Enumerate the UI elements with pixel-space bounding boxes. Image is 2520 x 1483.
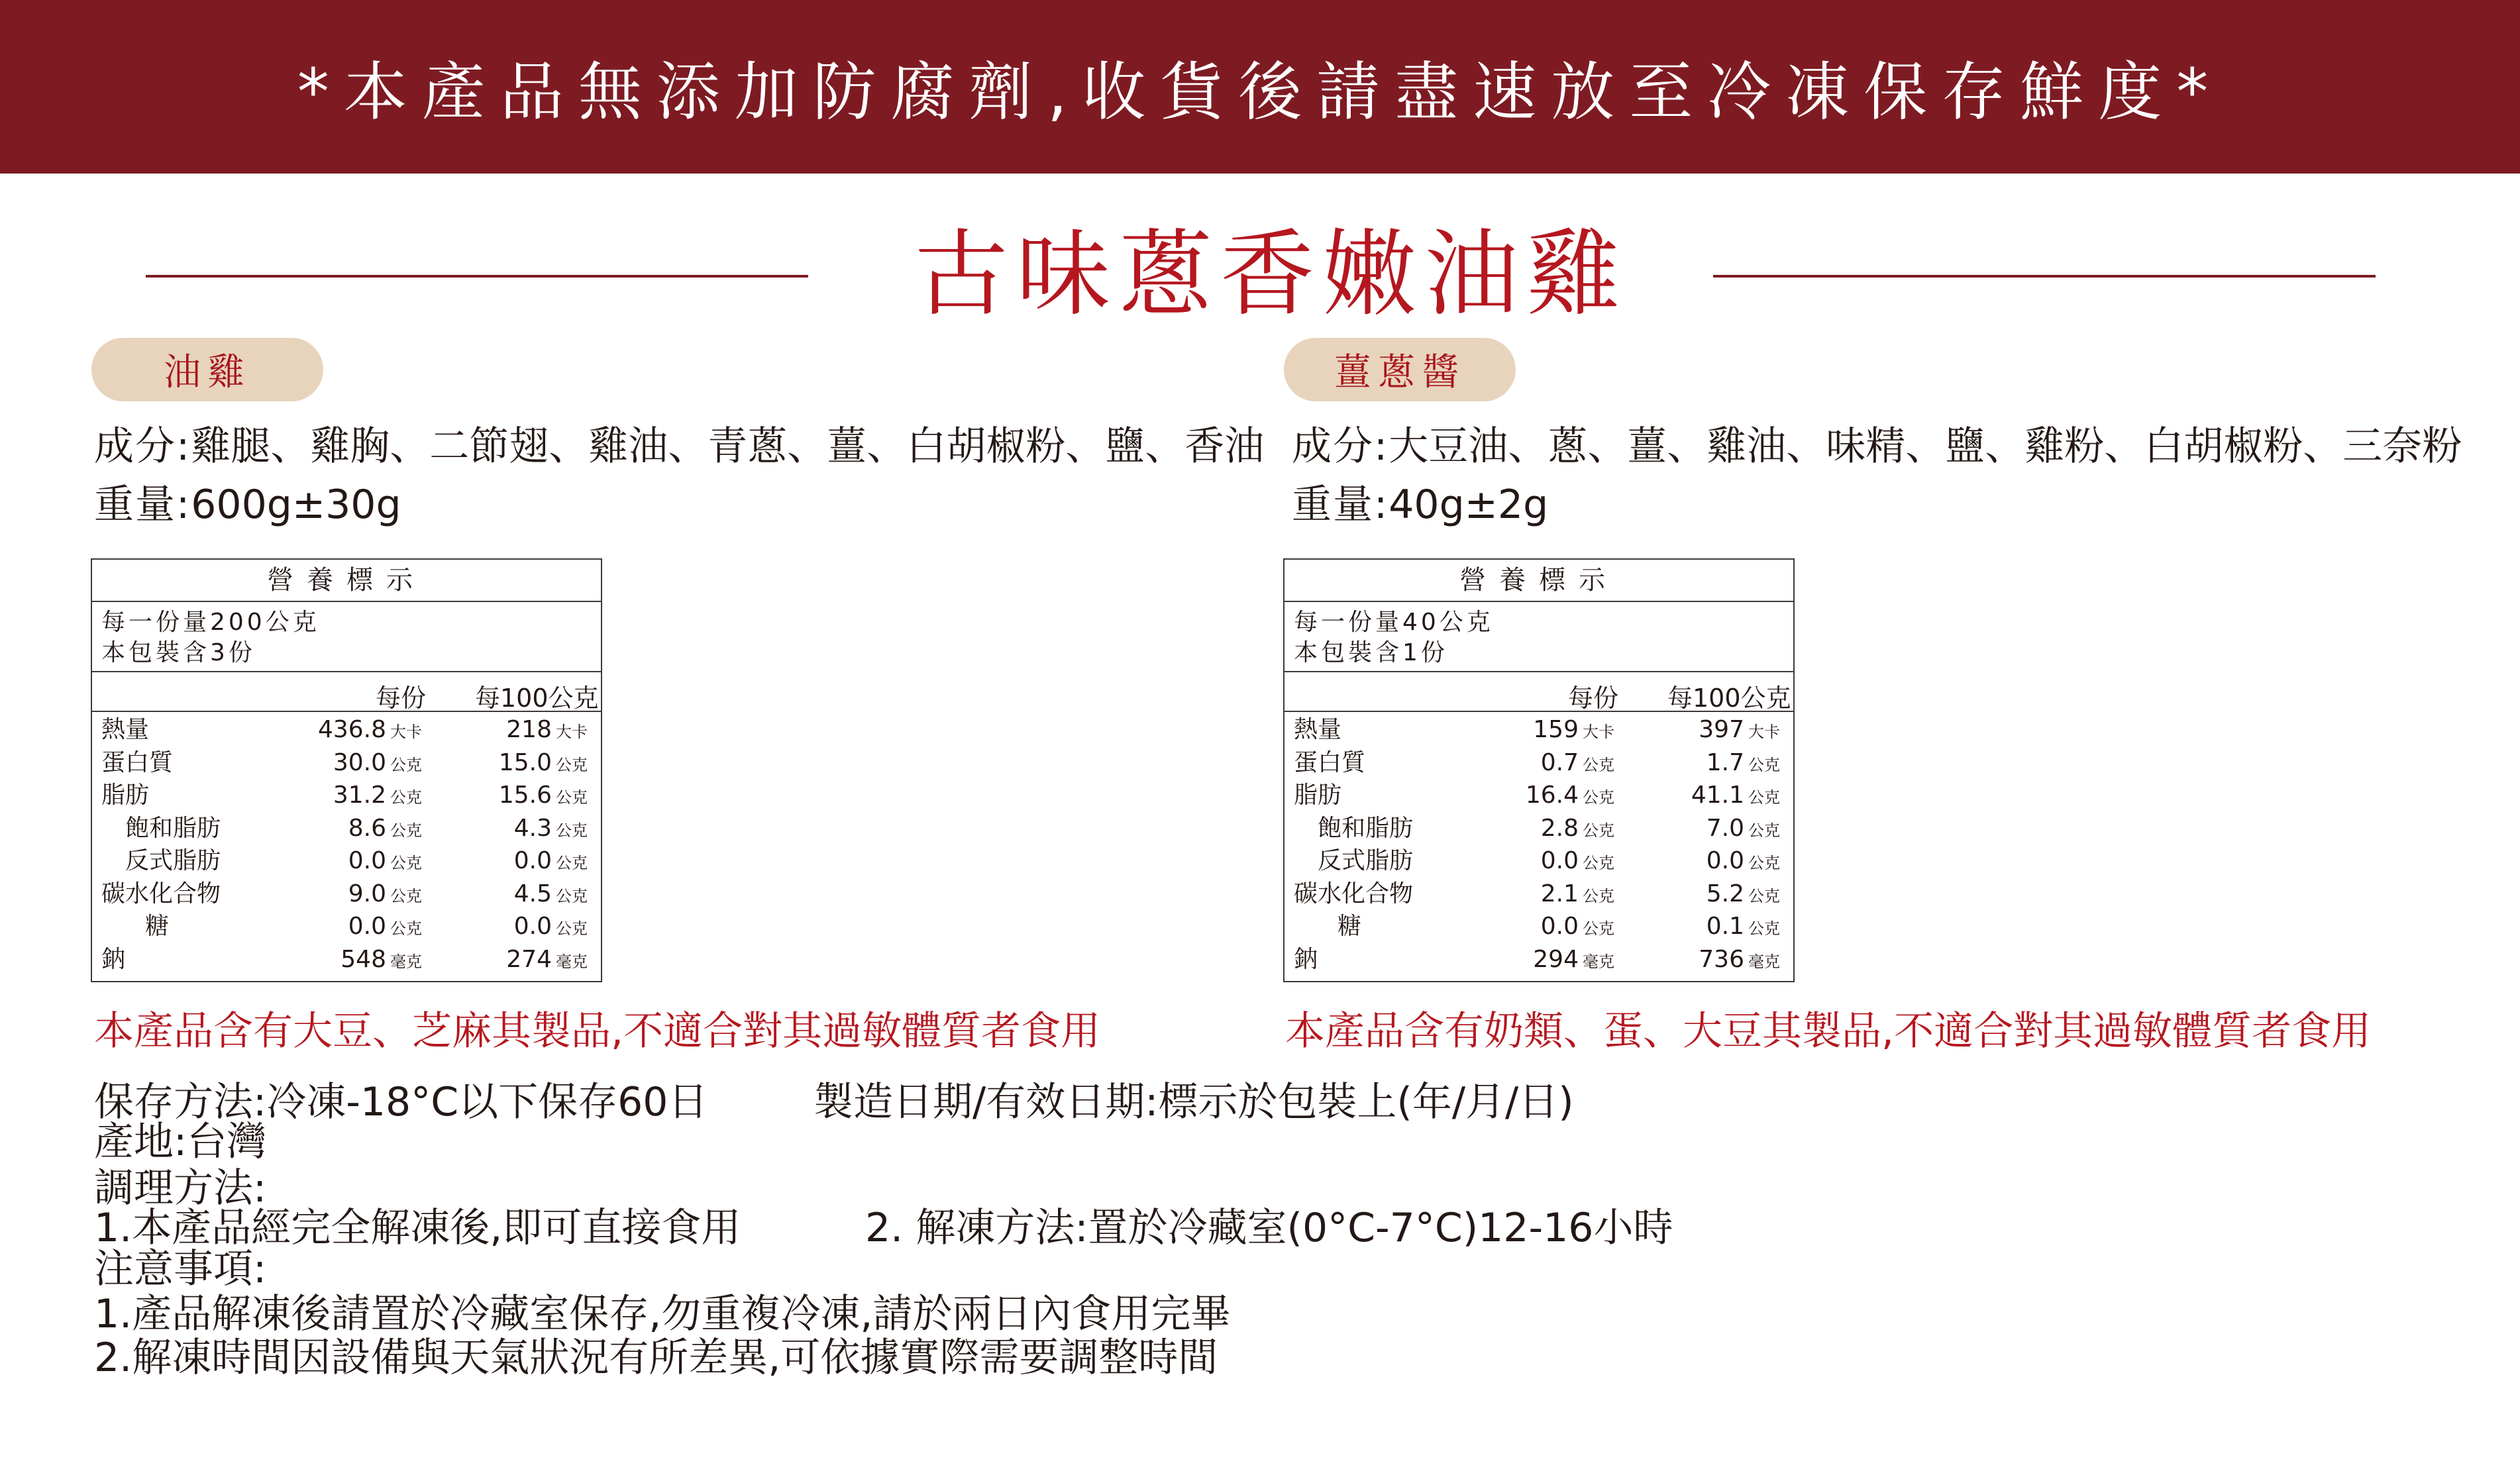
left-allergen-warning: 本產品含有大豆、芝麻其製品,不適合對其過敏體質者食用: [94, 1008, 1101, 1054]
nutrient-name: 熱量: [101, 716, 150, 743]
nutrition-row: [1285, 910, 1793, 943]
value-unit: 毫克: [1748, 952, 1780, 971]
value-number: 0.0: [1540, 913, 1579, 940]
nutrition-heading: 營養標示: [92, 560, 601, 602]
nutrient-value-per-serving: [1541, 812, 1614, 848]
value-unit: 公克: [390, 886, 422, 905]
nutrient-value-per-100g: [1699, 943, 1780, 979]
right-allergen-warning: 本產品含有奶類、蛋、大豆其製品,不適合對其過敏體質者食用: [1285, 1008, 2372, 1054]
value-unit: 毫克: [390, 952, 422, 971]
value-unit: 公克: [556, 919, 588, 938]
value-unit: 大卡: [556, 723, 588, 741]
left-nutrition-table: [91, 558, 602, 982]
value-number: 8.6: [348, 814, 386, 842]
nutrition-row: [1285, 779, 1793, 812]
nutrition-row: [92, 812, 601, 845]
cooking-step-1: 1.本產品經完全解凍後,即可直接食用: [94, 1205, 741, 1251]
value-number: 0.0: [513, 913, 552, 940]
value-number: 294: [1533, 945, 1579, 973]
nutrition-row: [92, 746, 601, 780]
serving-info: 每一份量40公克 本包裝含1份: [1285, 602, 1793, 672]
nutrition-row: [92, 713, 601, 746]
value-number: 397: [1699, 716, 1744, 743]
value-unit: 公克: [1748, 821, 1780, 840]
left-weight: 重量:600g±30g: [94, 482, 401, 528]
value-number: 4.5: [513, 880, 552, 907]
nutrition-rows: [1285, 712, 1793, 976]
value-unit: 公克: [1748, 854, 1780, 872]
nutrient-value-per-serving: [1526, 779, 1614, 815]
value-number: 2.8: [1540, 814, 1579, 842]
value-number: 0.1: [1706, 913, 1744, 940]
value-unit: 毫克: [556, 952, 588, 971]
value-unit: 公克: [1748, 919, 1780, 938]
value-unit: 公克: [1583, 788, 1614, 807]
value-unit: 公克: [390, 788, 422, 807]
nutrient-name: 碳水化合物: [1294, 880, 1414, 907]
nutrient-value-per-100g: [1691, 779, 1780, 815]
value-unit: 公克: [390, 821, 422, 840]
value-unit: 公克: [1583, 919, 1614, 938]
value-unit: 公克: [556, 755, 588, 774]
cooking-title: 調理方法:: [94, 1165, 267, 1211]
value-number: 736: [1699, 945, 1744, 973]
nutrient-value-per-serving: [348, 812, 422, 848]
nutrient-value-per-serving: [348, 878, 422, 913]
value-number: 0.0: [1540, 847, 1579, 874]
nutrient-value-per-100g: [1706, 746, 1780, 782]
nutrient-value-per-serving: [1541, 746, 1614, 782]
value-unit: 公克: [556, 788, 588, 807]
nutrient-value-per-100g: [499, 746, 588, 782]
value-number: 15.6: [498, 782, 552, 809]
value-number: 218: [506, 716, 552, 743]
value-unit: 公克: [1583, 854, 1614, 872]
value-unit: 公克: [1583, 755, 1614, 774]
nutrition-row: [1285, 943, 1793, 976]
nutrient-value-per-100g: [1706, 844, 1780, 880]
title-rule-left: [146, 275, 808, 278]
nutrient-name: 熱量: [1294, 716, 1342, 743]
value-number: 9.0: [348, 880, 386, 907]
nutrient-value-per-100g: [1706, 812, 1780, 848]
pill-sauce: 薑蔥醬: [1284, 338, 1516, 401]
nutrient-value-per-100g: [1699, 713, 1780, 749]
value-number: 2.1: [1540, 880, 1579, 907]
nutrition-row: [92, 779, 601, 812]
right-nutrition-table: [1283, 558, 1795, 982]
value-unit: 公克: [556, 886, 588, 905]
value-number: 5.2: [1706, 880, 1744, 907]
value-unit: 公克: [1748, 886, 1780, 905]
nutrient-name: 脂肪: [1294, 782, 1342, 809]
nutrient-value-per-serving: [348, 844, 422, 880]
cooking-step-2: 2. 解凍方法:置於冷藏室(0°C-7°C)12-16小時: [865, 1205, 1673, 1251]
nutrient-value-per-serving: [1541, 910, 1614, 946]
nutrition-rows: [92, 712, 601, 976]
top-banner: [0, 0, 2520, 174]
nutrient-value-per-100g: [506, 713, 588, 749]
value-unit: 公克: [390, 854, 422, 872]
value-number: 16.4: [1525, 782, 1579, 809]
nutrient-value-per-serving: [1541, 878, 1614, 913]
nutrient-name: 飽和脂肪: [1318, 814, 1414, 842]
value-number: 436.8: [317, 716, 386, 743]
nutrient-value-per-100g: [1706, 878, 1780, 913]
nutrient-name: 碳水化合物: [101, 880, 221, 907]
value-unit: 公克: [1583, 821, 1614, 840]
value-unit: 公克: [1748, 755, 1780, 774]
column-headers: 每份 每100公克: [1285, 672, 1793, 712]
nutrient-value-per-100g: [514, 910, 588, 946]
nutrient-name: 鈉: [1294, 945, 1318, 973]
value-unit: 公克: [1583, 886, 1614, 905]
nutrition-row: [92, 844, 601, 878]
note-1: 1.產品解凍後請置於冷藏室保存,勿重複冷凍,請於兩日內食用完畢: [94, 1291, 1231, 1337]
nutrient-value-per-serving: [333, 746, 422, 782]
value-number: 0.0: [348, 913, 386, 940]
value-number: 41.1: [1691, 782, 1744, 809]
date-info: 製造日期/有效日期:標示於包裝上(年/月/日): [814, 1079, 1574, 1125]
nutrient-name: 飽和脂肪: [125, 814, 221, 842]
right-ingredients: 成分:大豆油、蔥、薑、雞油、味精、鹽、雞粉、白胡椒粉、三奈粉: [1292, 423, 2462, 470]
storage-method: 保存方法:冷凍-18°C以下保存60日: [94, 1079, 708, 1125]
nutrient-name: 糖: [145, 913, 170, 940]
nutrient-name: 蛋白質: [101, 748, 174, 776]
value-unit: 公克: [390, 755, 422, 774]
value-unit: 公克: [390, 919, 422, 938]
value-number: 15.0: [498, 748, 552, 776]
nutrient-value-per-serving: [333, 779, 422, 815]
nutrition-row: [92, 910, 601, 943]
value-number: 274: [506, 945, 552, 973]
nutrient-name: 反式脂肪: [125, 847, 221, 874]
value-number: 4.3: [513, 814, 552, 842]
title-rule-right: [1713, 275, 2376, 278]
value-number: 0.0: [348, 847, 386, 874]
nutrition-row: [1285, 746, 1793, 780]
nutrient-name: 糖: [1338, 913, 1362, 940]
value-number: 159: [1533, 716, 1579, 743]
nutrient-value-per-serving: [318, 713, 422, 749]
nutrient-value-per-100g: [506, 943, 588, 979]
notes-title: 注意事項:: [94, 1246, 267, 1292]
value-unit: 公克: [556, 854, 588, 872]
value-unit: 大卡: [1748, 723, 1780, 741]
value-number: 0.0: [513, 847, 552, 874]
value-number: 30.0: [333, 748, 386, 776]
banner-text: *本產品無添加防腐劑,收貨後請盡速放至冷凍保存鮮度*: [297, 54, 2223, 129]
nutrient-value-per-serving: [1541, 844, 1614, 880]
note-2: 2.解凍時間因設備與天氣狀況有所差異,可依據實際需要調整時間: [94, 1335, 1218, 1381]
value-unit: 公克: [1748, 788, 1780, 807]
nutrient-value-per-100g: [514, 878, 588, 913]
value-number: 548: [341, 945, 386, 973]
nutrient-value-per-serving: [348, 910, 422, 946]
nutrition-row: [92, 878, 601, 911]
value-unit: 大卡: [390, 723, 422, 741]
nutrient-value-per-100g: [1706, 910, 1780, 946]
value-number: 0.0: [1706, 847, 1744, 874]
nutrient-value-per-serving: [1533, 943, 1614, 979]
left-ingredients: 成分:雞腿、雞胸、二節翅、雞油、青蔥、薑、白胡椒粉、鹽、香油: [94, 423, 1265, 470]
column-headers: 每份 每100公克: [92, 672, 601, 712]
nutrient-name: 鈉: [101, 945, 126, 973]
nutrition-row: [1285, 844, 1793, 878]
value-number: 0.7: [1540, 748, 1579, 776]
right-weight: 重量:40g±2g: [1292, 482, 1549, 528]
value-number: 31.2: [333, 782, 386, 809]
nutrient-name: 脂肪: [101, 782, 150, 809]
nutrient-value-per-100g: [514, 844, 588, 880]
nutrient-value-per-serving: [341, 943, 422, 979]
nutrient-value-per-100g: [499, 779, 588, 815]
nutrient-name: 反式脂肪: [1318, 847, 1414, 874]
pill-chicken: 油雞: [91, 338, 323, 401]
nutrition-row: [1285, 812, 1793, 845]
value-unit: 大卡: [1583, 723, 1614, 741]
nutrition-row: [92, 943, 601, 976]
nutrition-heading: 營養標示: [1285, 560, 1793, 602]
nutrient-value-per-100g: [514, 812, 588, 848]
value-number: 7.0: [1706, 814, 1744, 842]
value-number: 1.7: [1706, 748, 1744, 776]
product-title: 古味蔥香嫩油雞: [914, 220, 1628, 329]
serving-info: 每一份量200公克 本包裝含3份: [92, 602, 601, 672]
nutrient-value-per-serving: [1533, 713, 1614, 749]
origin: 產地:台灣: [94, 1119, 267, 1165]
nutrition-row: [1285, 713, 1793, 746]
nutrition-row: [1285, 878, 1793, 911]
value-unit: 公克: [556, 821, 588, 840]
value-unit: 毫克: [1583, 952, 1614, 971]
nutrient-name: 蛋白質: [1294, 748, 1366, 776]
